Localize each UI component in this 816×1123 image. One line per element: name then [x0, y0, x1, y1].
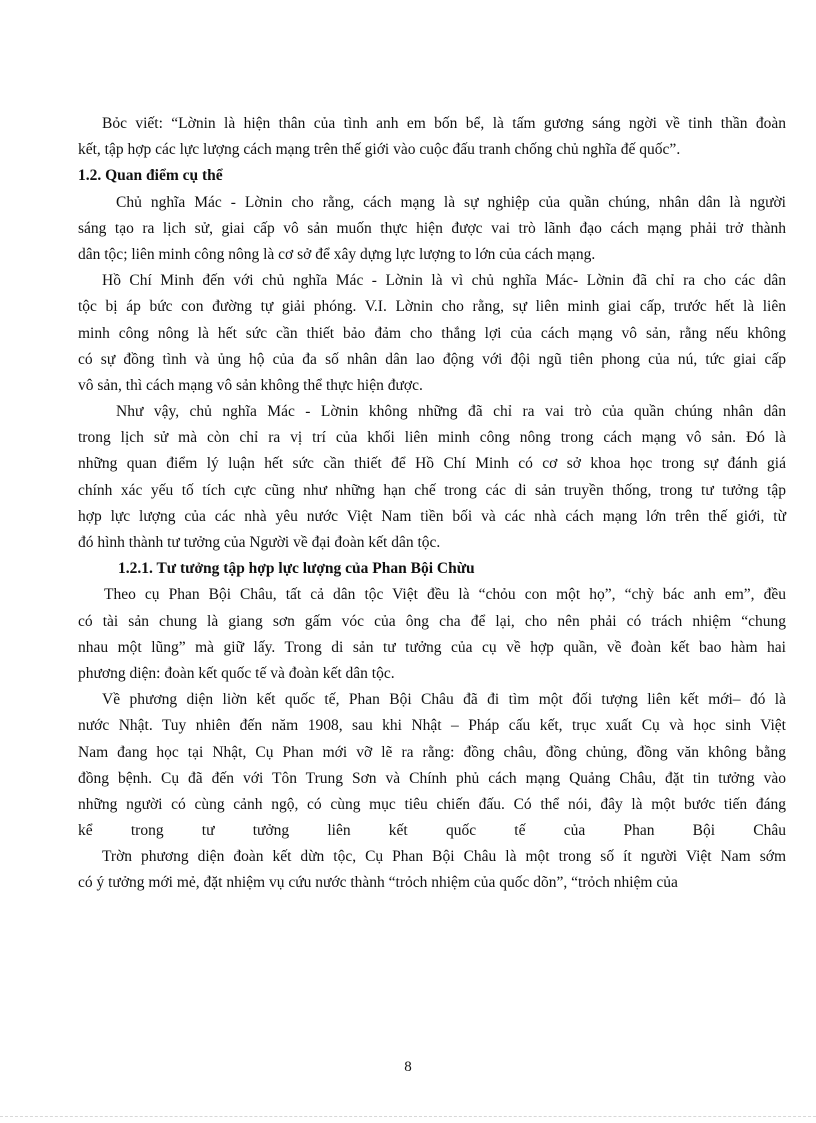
text-line: hợp lực lượng của các nhà yêu nước Việt Nam tiền bối và các nhà cách mạng lớn trên thế giới, từ [78, 507, 786, 525]
text-line: Như vậy, chủ nghĩa Mác - Lờnin không những đã chỉ ra vai trò của quần chúng nhân dân [116, 403, 786, 421]
text-line: kể trong tư tưởng liên kết quốc tế của Phan Bội Châu [78, 822, 786, 840]
section-heading: 1.2.1. Tư tưởng tập hợp lực lượng của Phan Bội Chừu [118, 560, 475, 578]
text-line: những người có cùng cảnh ngộ, có cùng mục tiêu chiến đấu. Có thể nói, đây là một bước tiến đáng [78, 795, 786, 813]
text-line: trong lịch sử mà còn chỉ ra vị trí của khối liên minh công nông trong cách mạng vô sản. Đó là [78, 429, 786, 447]
text-line: Hồ Chí Minh đến với chủ nghĩa Mác - Lờnin là vì chủ nghĩa Mác- Lờnin đã chỉ ra cho các dân [102, 272, 786, 290]
text-line: phương diện: đoàn kết quốc tế và đoàn kết dân tộc. [78, 664, 395, 682]
text-line: Bỏc viết: “Lờnin là hiện thân của tình anh em bốn bể, là tấm gương sáng ngời về tinh thần đoàn [102, 115, 786, 132]
text-line: chính xác yếu tố tích cực cũng như những hạn chế trong các di sản truyền thống, trong tư tưởng tập [78, 481, 786, 499]
text-line: tộc bị áp bức con đường tự giải phóng. V.I. Lờnin cho rằng, sự liên minh giai cấp, trước hết là liên [78, 298, 786, 316]
text-line: sáng tạo ra lịch sử, giai cấp vô sản muốn thực hiện được vai trò lãnh đạo cách mạng phải trở thành [78, 219, 786, 237]
text-line: minh công nông là hết sức cần thiết bảo đảm cho thắng lợi của cách mạng vô sản, rằng nếu không [78, 324, 786, 342]
text-line: có sự đồng tình và ủng hộ của đa số nhân dân lao động với đội ngũ tiên phong của nú, tức giai cấp [78, 350, 786, 368]
text-line: có ý tưởng mới mẻ, đặt nhiệm vụ cứu nước thành “trỏch nhiệm của quốc dõn”, “trỏch nhiệm của [78, 874, 678, 892]
text-line: Theo cụ Phan Bội Châu, tất cả dân tộc Việt đều là “chỏu con một họ”, “chỳ bác anh em”, đều [104, 586, 786, 604]
text-line: Nam đang học tại Nhật, Cụ Phan mới vỡ lẽ ra rằng: đồng châu, đồng chủng, đồng văn không bằng [78, 743, 786, 761]
text-line: đồng bệnh. Cụ đã đến với Tôn Trung Sơn và Chính phủ cách mạng Quảng Châu, đặt tin tưởng vào [78, 769, 786, 787]
page-number: 8 [404, 1059, 412, 1075]
text-line: nhau một lũng” mà giữ lấy. Trong di sản tư tưởng của cụ về hợp quần, về đoàn kết bao hàm hai [78, 638, 786, 656]
text-line: dân tộc; liên minh công nông là cơ sở để xây dựng lực lượng to lớn của cách mạng. [78, 245, 596, 263]
document-body [78, 111, 786, 897]
page-bottom-divider [0, 1116, 816, 1117]
text-line: có tài sản chung là giang sơn gấm vóc của ông cha để lại, cho nên phải có trách nhiệm “chung [78, 612, 786, 630]
text-line: đó hình thành tư tưởng của Người về đại đoàn kết dân tộc. [78, 534, 441, 551]
text-line: vô sản, thì cách mạng vô sản không thể thực hiện được. [78, 376, 423, 394]
section-heading: 1.2. Quan điểm cụ thể [78, 167, 223, 185]
text-line: kết, tập hợp các lực lượng cách mạng trên thế giới vào cuộc đấu tranh chống chủ nghĩa đế quốc”. [78, 141, 681, 159]
text-line: Chủ nghĩa Mác - Lờnin cho rằng, cách mạng là sự nghiệp của quần chúng, nhân dân là người [116, 193, 786, 211]
text-line: Trờn phương diện đoàn kết dừn tộc, Cụ Phan Bội Châu là một trong số ít người Việt Nam sớm [102, 848, 786, 866]
text-line: nước Nhật. Tuy nhiên đến năm 1908, sau khi Nhật – Pháp cấu kết, trục xuất Cụ và học sinh Việt [78, 717, 786, 735]
text-line: Về phương diện liờn kết quốc tế, Phan Bội Châu đã đi tìm một đối tượng liên kết mới– đó là [102, 691, 786, 709]
text-line: những quan điểm lý luận hết sức cần thiết để Hồ Chí Minh có cơ sở khoa học trong sự đánh giá [78, 455, 786, 473]
